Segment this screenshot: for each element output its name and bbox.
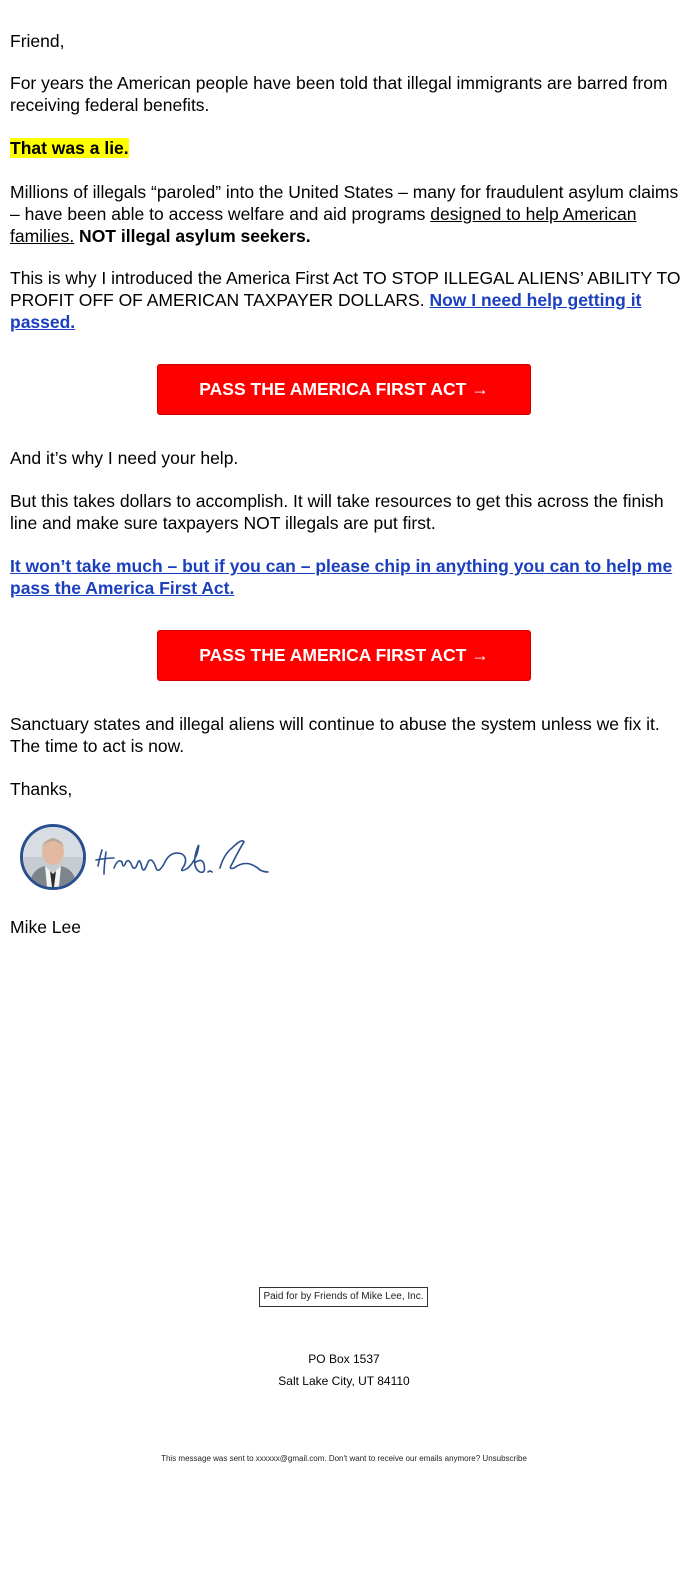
signature-block: [20, 824, 280, 894]
chip-in-link[interactable]: It won’t take much – but if you can – please chip in anything you can to help me pass the America First Act.: [10, 556, 673, 598]
paragraph-dollars: But this takes dollars to accomplish. It will take resources to get this across the finish line and make sure taxpayers NOT illegals are put first.: [10, 491, 664, 533]
paragraph-intro: For years the American people have been told that illegal immigrants are barred from receiving federal benefits.: [10, 73, 668, 115]
greeting: Friend,: [10, 31, 65, 51]
highlighted-text: That was a lie.: [10, 138, 129, 158]
avatar: [20, 824, 86, 890]
pass-act-button-top[interactable]: PASS THE AMERICA FIRST ACT →: [157, 364, 531, 415]
paragraph-paroled-underlined: designed to help American families.: [10, 204, 637, 246]
highlight-line: [10, 137, 688, 159]
pass-act-button-bottom[interactable]: PASS THE AMERICA FIRST ACT →: [157, 630, 531, 681]
footer-notice-text: This message was sent to xxxxxx@gmail.com. Don't want to receive our emails anymore?: [161, 1454, 483, 1463]
paragraph-paroled-bold: NOT illegal asylum seekers.: [74, 226, 311, 246]
portrait-photo-icon: [23, 827, 83, 887]
handwritten-signature-icon: [92, 828, 272, 888]
help-passing-link[interactable]: Now I need help getting it passed.: [10, 290, 642, 332]
paragraph-act: [10, 267, 688, 333]
paid-for-disclaimer: Paid for by Friends of Mike Lee, Inc.: [259, 1287, 428, 1307]
paragraph-paroled-text: Millions of illegals “paroled” into the United States – many for fraudulent asylum claims – have been able to access welfare and aid programs: [10, 182, 679, 224]
address-line-1: PO Box 1537: [308, 1352, 380, 1366]
address-line-2: Salt Lake City, UT 84110: [278, 1374, 410, 1388]
signer-name: Mike Lee: [10, 917, 82, 937]
paragraph-sanctuary: Sanctuary states and illegal aliens will continue to abuse the system unless we fix it. The time to act is now.: [10, 714, 660, 756]
paragraph-paroled: [10, 181, 688, 247]
paragraph-chip-in: [10, 555, 688, 599]
paragraph-act-text: This is why I introduced the America First Act TO STOP ILLEGAL ALIENS’ ABILITY TO PROFIT OFF OF AMERICAN TAXPAYER DOLLARS.: [10, 268, 681, 310]
footer-notice: [0, 1454, 688, 1463]
paragraph-need-help: And it’s why I need your help.: [10, 448, 239, 468]
sign-off: Thanks,: [10, 779, 73, 799]
unsubscribe-link[interactable]: Unsubscribe: [482, 1454, 527, 1463]
